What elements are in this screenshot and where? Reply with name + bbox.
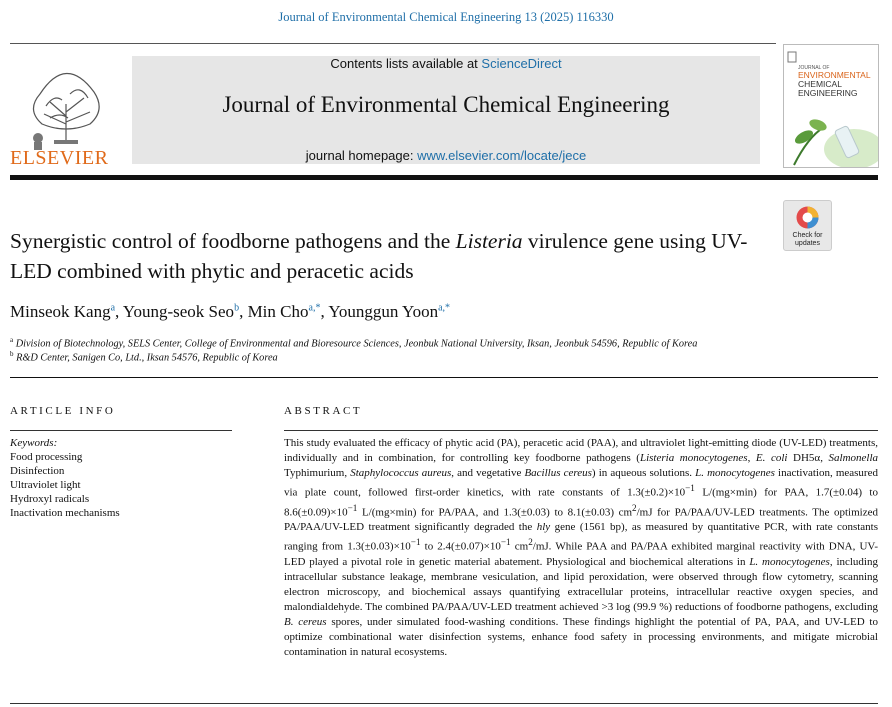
keywords-block [10,436,232,520]
affiliation-mark: b [10,350,14,358]
keywords-label: Keywords: [10,437,58,449]
abstract-body: This study evaluated the efficacy of phytic acid (PA), peracetic acid (PAA), and ultraviolet light-emitting diode (UV-LED) treatments, individually and in combination, for controlling key foodborne pathogens (Listeria monocytogenes, E. coli DH5α, Salmonella Typhimurium, Staphylococcus aureus, and vegetative Bacillus cereus) in aqueous solutions. L. monocytogenes inactivation, measured via plate count, followed first-order kinetics, with rate constants of $1.3(\pm 0.2)\times 10^{-1}$ L/(mg×min) for PAA, 1.7(±0.04) to $8.6(\pm 0.09)\times 10^{-1}$ L/(mg×min) for PA/PAA, and 1.3(±0.03) to 8.1(±0.03) $cm^2/mJ$ for PA/PAA/UV-LED treatments. The optimized PA/PAA/UV-LED treatment significantly degraded the hly gene (1561 bp), as measured by quantitative PCR, with rate constants ranging from $1.3(\pm 0.03)\times 10^{-1}$ to $2.4(\pm 0.07)\times 10^{-1}$ $cm^2/mJ$. While PAA and PA/PAA exhibited marginal reactivity with DNA, UV-LED played a pivotal role in genetic material abatement. Physiological and biochemical alterations in L. monocytogenes, including intracellular substance leakage, membrane vesiculation, and lipid peroxidation, were observed through flow cytometry, scanning electron microscopy, and biochemical assays quantifying extracellular proteins, intracellular reactive oxygen species, and malondialdehyde. The combined PA/PAA/UV-LED treatment achieved >3 log (99.9 %) reductions of foodborne pathogens, excluding B. cereus spores, under simulated food-washing conditions. These findings highlight the potential of PA, PAA, and UV-LED to optimize combinational water disinfection systems, enhance food safety in processing environments, and mitigate microbial contamination in natural ecosystems. [284,437,879,658]
check-updates-label [784,232,831,247]
title-italic-genus: Listeria [455,229,523,253]
keyword-item: Food processing [10,451,83,463]
keyword-item: Disinfection [10,465,65,477]
affiliation-mark: a [10,336,14,344]
bottom-rule [10,703,878,704]
contents-prefix: Contents lists available at [330,56,478,71]
author-name[interactable]: Minseok Kang [10,302,111,321]
affiliation-text: R&D Center, Sanigen Co, Ltd., Iksan 54576, Republic of Korea [16,352,278,364]
sciencedirect-link[interactable]: ScienceDirect [481,56,562,71]
keyword-item: Hydroxyl radicals [10,493,90,505]
author-name[interactable]: Min Cho [247,302,309,321]
check-for-updates-button[interactable] [783,200,832,251]
author-name[interactable]: Young-seok Seo [122,302,235,321]
elsevier-wordmark: ELSEVIER [10,147,109,169]
author-affiliation-mark[interactable]: a,* [308,302,321,314]
author-affiliation-mark[interactable]: a,* [438,302,451,314]
check-updates-line-2: updates [795,239,820,247]
cover-plant-image [784,107,878,167]
check-updates-line-1: Check for [792,232,823,239]
author-list: Minseok Kang$^a$, Young-seok Seo$^b$, Min Cho$^{a,*}$, Younggun Yoon$^{a,*}$ [10,302,451,321]
article-info-heading: ARTICLE INFO [10,405,116,417]
contents-line [132,56,760,71]
section-divider [10,377,878,378]
affiliation-b [10,350,278,363]
journal-title: Journal of Environmental Chemical Engineering [222,92,670,117]
article-title [10,226,770,286]
header-divider [10,43,776,44]
article-info-rule [10,430,232,431]
cover-title [798,65,874,98]
abstract-rule [284,430,878,431]
cover-line-1: ENVIRONMENTAL [798,70,871,80]
journal-citation[interactable]: Journal of Environmental Chemical Engineering 13 (2025) 116330 [278,10,614,24]
homepage-line [132,148,760,163]
author-affiliation-mark[interactable]: b [234,302,240,314]
elsevier-mini-logo [787,51,797,63]
author-affiliation-mark[interactable]: a [110,302,116,314]
abstract-heading: ABSTRACT [284,405,363,417]
check-updates-icon [795,205,820,230]
cover-line-3: ENGINEERING [798,88,858,98]
homepage-link[interactable]: www.elsevier.com/locate/jece [417,148,587,163]
title-part-1: Synergistic control of foodborne pathogens and the [10,229,451,253]
journal-cover-thumbnail[interactable] [783,44,879,168]
affiliation-text: Division of Biotechnology, SELS Center, College of Environmental and Bioresource Sciences, Jeonbuk National University, Iksan, Jeonbuk 54596, Republic of Korea [15,338,698,350]
masthead-divider [10,175,878,180]
title-part-2: virulence gene using UV-LED combined with phytic and peracetic acids [10,229,748,283]
homepage-prefix: journal homepage: [305,148,414,163]
cover-line-2: CHEMICAL [798,79,842,89]
affiliation-a [10,336,697,349]
keyword-item: Ultraviolet light [10,479,81,491]
keyword-item: Inactivation mechanisms [10,507,120,519]
cover-small-text: JOURNAL OF [798,65,830,71]
author-name[interactable]: Younggun Yoon [328,302,439,321]
